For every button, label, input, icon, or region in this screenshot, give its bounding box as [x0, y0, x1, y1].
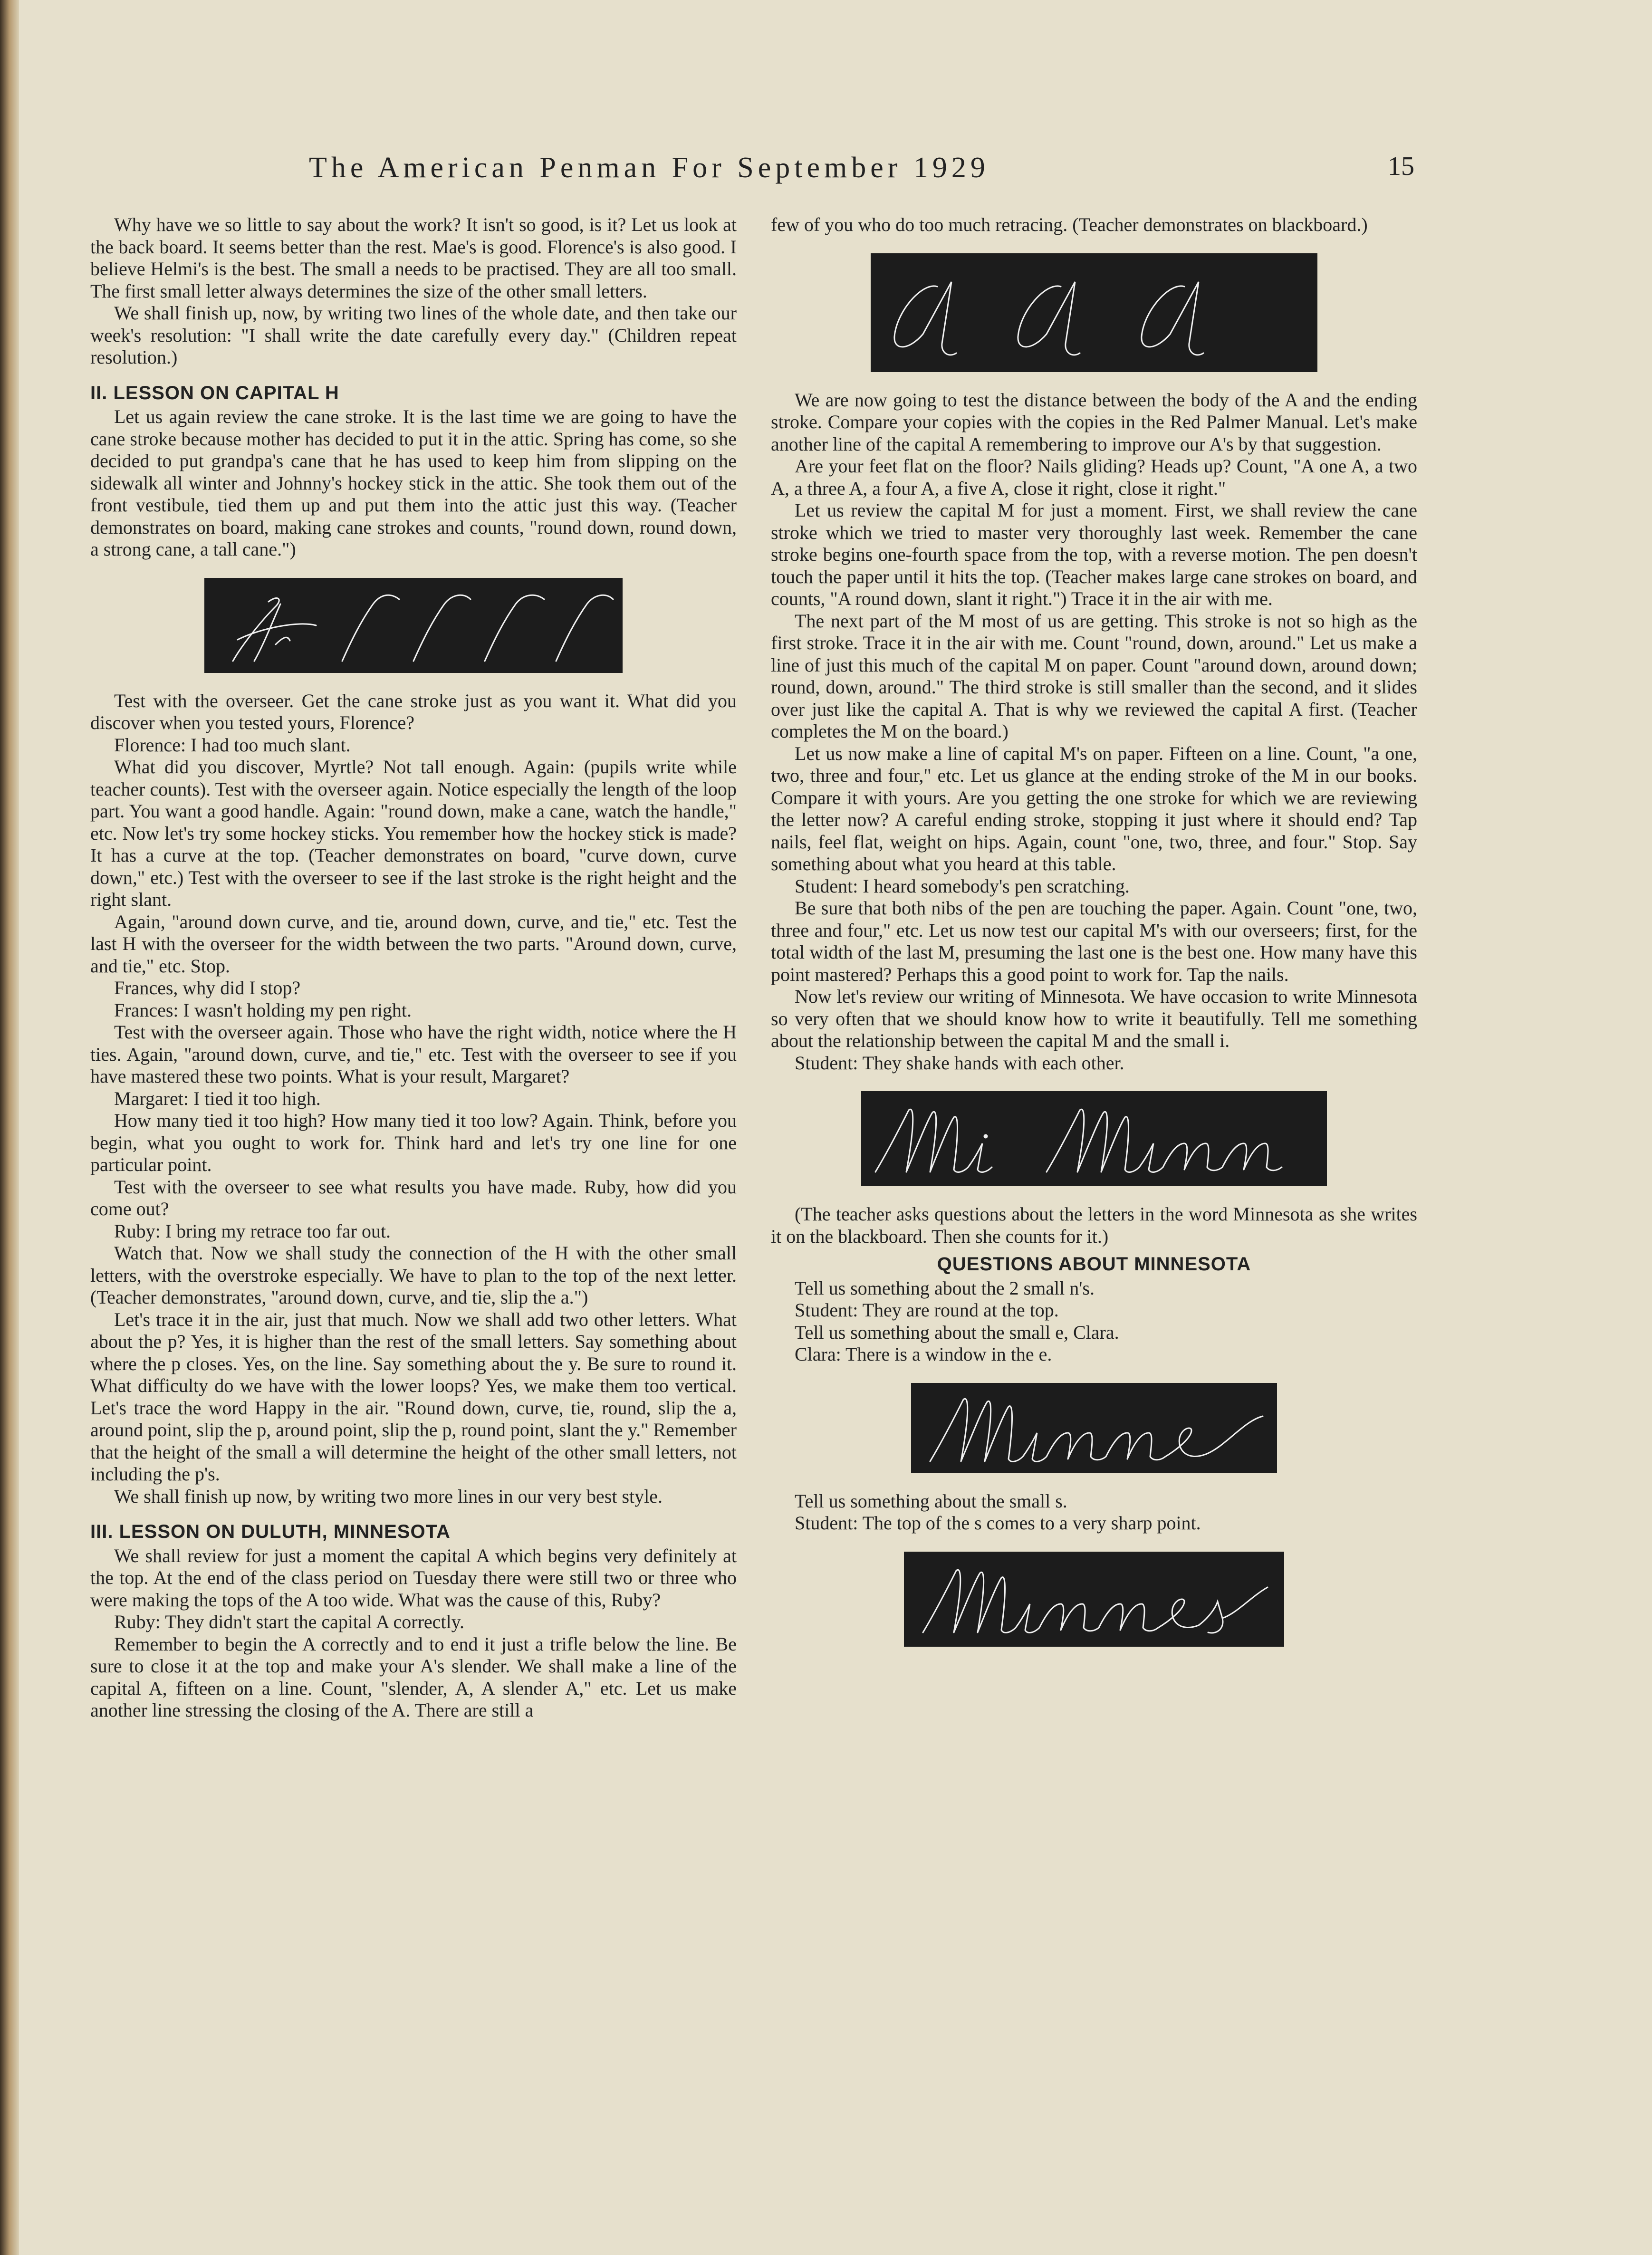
- paragraph: Florence: I had too much slant.: [114, 734, 351, 756]
- paragraph: The next part of the M most of us are getting. This stroke is not so high as the first stroke. Trace it in the air with me. Count "round, down, around." Let us make a line of just this much of the capital M on paper. Count "around down, around down; round, down, around." The third stroke is still smaller than the second, and it slides over just like the capital A. That is why we reviewed the capital A first. (Teacher completes the M on the board.): [771, 610, 1417, 742]
- paragraph: few of you who do too much retracing. (Teacher demonstrates on blackboard.): [771, 214, 1368, 235]
- paragraph: Frances: I wasn't holding my pen right.: [114, 999, 412, 1021]
- section-heading: QUESTIONS ABOUT MINNESOTA: [937, 1254, 1251, 1275]
- right-column: [771, 214, 1417, 1664]
- paragraph: Let us review the capital M for just a moment. First, we shall review the cane stroke which we tried to master very thoroughly last week. Remember the cane stroke begins one-fourth space from the top, with a reverse motion. The pen doesn't touch the paper until it hits the top. (Teacher makes large cane strokes on board, and counts, "A round down, slant it right.") Trace it in the air with me.: [771, 499, 1417, 609]
- paragraph: (The teacher asks questions about the letters in the word Minnesota as she writes it on the blackboard. Then she counts for it.): [771, 1203, 1417, 1247]
- page-number: 15: [1388, 152, 1414, 181]
- paragraph: Let us now make a line of capital M's on paper. Fifteen on a line. Count, "a one, two, three and four," etc. Let us glance at the ending stroke of the M in our books. Compare it with yours. Are you getting the one stroke for which we are reviewing the letter now? A careful ending stroke, stopping it just where it should end? Tap nails, feel flat, weight on hips. Again, count "one, two, three, and four." Stop. Say something about what you heard at this table.: [771, 742, 1417, 874]
- handwriting-plate-minnes: [904, 1552, 1284, 1647]
- paragraph: Frances, why did I stop?: [114, 977, 301, 998]
- handwriting-plate-capital-a: [871, 253, 1317, 372]
- minne-script-image: [911, 1383, 1277, 1473]
- paragraph: Test with the overseer again. Those who have the right width, notice where the H ties. Again, "around down, curve, and tie," etc. Test with the overseer to see if you have mastered these two points. What is your result, Margaret?: [90, 1021, 737, 1087]
- running-header: The American Penman For September 1929: [309, 152, 989, 184]
- paragraph: We shall finish up now, by writing two more lines in our very best style.: [114, 1485, 663, 1507]
- paragraph: Margaret: I tied it too high.: [114, 1087, 321, 1109]
- paragraph: Tell us something about the small s.: [795, 1490, 1067, 1512]
- paragraph: Why have we so little to say about the work? It isn't so good, is it? Let us look at the back board. It seems better than the rest. Mae's is good. Florence's is also good. I believe Helmi's is the best. The small a needs to be practised. They are all too small. The first small letter always determines the size of the other small letters.: [90, 214, 737, 302]
- paragraph: We are now going to test the distance between the body of the A and the ending stroke. Compare your copies with the copies in the Red Palmer Manual. Let's make another line of the capital A remembering to improve our A's by that suggestion.: [771, 389, 1417, 455]
- paragraph: Student: They are round at the top.: [795, 1299, 1059, 1321]
- paragraph: Remember to begin the A correctly and to end it just a trifle below the line. Be sure to close it at the top and make your A's slender. We shall make a line of the capital A, fifteen on a line. Count, "slender, A, A slender A," etc. Let us make another line stressing the closing of the A. There are still a: [90, 1633, 737, 1721]
- paragraph: Student: The top of the s comes to a very sharp point.: [795, 1512, 1201, 1534]
- paragraph: Test with the overseer. Get the cane stroke just as you want it. What did you discover when you tested yours, Florence?: [90, 690, 737, 733]
- paragraph: What did you discover, Myrtle? Not tall enough. Again: (pupils write while teacher counts). Test with the overseer again. Notice especially the length of the loop part. You want a good handle. Again: "round down, make a cane, watch the handle," etc. Now let's try some hockey sticks. You remember how the hockey stick is made? It has a curve at the top. (Teacher demonstrates on board, "curve down, curve down," etc.) Test with the overseer to see if the last stroke is the right height and the right slant.: [90, 756, 737, 910]
- paragraph: How many tied it too high? How many tied it too low? Again. Think, before you begin, what you ought to work for. Think hard and let's try one line for one particular point.: [90, 1110, 737, 1175]
- paragraph: Tell us something about the 2 small n's.: [795, 1277, 1095, 1299]
- paragraph: We shall finish up, now, by writing two lines of the whole date, and then take our week's resolution: "I shall write the date carefully every day." (Children repeat resolution.): [90, 302, 737, 368]
- paragraph: Tell us something about the small e, Clara.: [795, 1321, 1119, 1343]
- paragraph: Again, "around down curve, and tie, around down, curve, and tie," etc. Test the last H with the overseer for the width between the two parts. "Around down, curve, and tie," etc. Stop.: [90, 911, 737, 977]
- paragraph: Watch that. Now we shall study the connection of the H with the other small letters, with the overstroke especially. We have to plan to the top of the next letter. (Teacher demonstrates, "around down, curve, and tie, slip the a."): [90, 1242, 737, 1308]
- paragraph: We shall review for just a moment the capital A which begins very definitely at the top. At the end of the class period on Tuesday there were still two or three who were making the tops of the A too wide. What was the cause of this, Ruby?: [90, 1545, 737, 1611]
- handwriting-plate-minne: [911, 1383, 1277, 1473]
- paragraph: Let's trace it in the air, just that much. Now we shall add two other letters. What about the p? Yes, it is higher than the rest of the small letters. Say something about where the p closes. Yes, on the line. Say something about the y. Be sure to round it. What difficulty do we have with the lower loops? Yes, we make them too vertical. Let's trace the word Happy in the air. "Round down, curve, tie, round, slip the a, around point, slip the p, around point, slip the p, round point, slant the y." Remember that the height of the small a will determine the height of the other small letters, not including the p's.: [90, 1308, 737, 1485]
- paragraph: Ruby: They didn't start the capital A correctly.: [114, 1611, 465, 1632]
- paragraph: Ruby: I bring my retrace too far out.: [114, 1220, 391, 1242]
- paragraph: Be sure that both nibs of the pen are touching the paper. Again. Count "one, two, three and four," etc. Let us now test our capital M's with our overseers; first, for the total width of the last M, presuming the last one is the best one. How many have this point mastered? Perhaps this a good point to work for. Tap the nails.: [771, 897, 1417, 985]
- paragraph: Let us again review the cane stroke. It is the last time we are going to have the cane stroke because mother has decided to put it in the attic. Spring has come, so she decided to put grandpa's cane that he has used to keep him from slipping on the sidewalk all winter and Johnny's hockey stick in the attic. She took them out of the front vestibule, tied them up and put them into the attic just this way. (Teacher demonstrates on board, making cane strokes and counts, "round down, round down, a strong cane, a tall cane."): [90, 406, 737, 560]
- paragraph: Clara: There is a window in the e.: [795, 1343, 1052, 1365]
- book-spine: [0, 0, 19, 2255]
- paragraph: Test with the overseer to see what results you have made. Ruby, how did you come out?: [90, 1176, 737, 1219]
- capital-a-script-image: [871, 253, 1317, 372]
- minnes-script-image: [904, 1552, 1284, 1647]
- paragraph: Are your feet flat on the floor? Nails gliding? Heads up? Count, "A one A, a two A, a three A, a four A, a five A, close it right, close it right.": [771, 455, 1417, 499]
- left-column: [90, 214, 737, 1722]
- capital-h-cane-strokes-image: [204, 578, 623, 673]
- mi-minn-script-image: [861, 1091, 1327, 1186]
- paragraph: Now let's review our writing of Minnesota. We have occasion to write Minnesota so very often that we should know how to write it beautifully. Tell me something about the relationship between the capital M and the small i.: [771, 986, 1417, 1051]
- handwriting-plate-mi-minn: [861, 1091, 1327, 1186]
- section-heading: II. LESSON ON CAPITAL H: [90, 382, 339, 403]
- paragraph: Student: I heard somebody's pen scratching.: [795, 875, 1130, 897]
- section-heading: III. LESSON ON DULUTH, MINNESOTA: [90, 1521, 451, 1542]
- handwriting-plate-capital-h: [204, 578, 623, 673]
- paragraph: Student: They shake hands with each other.: [795, 1052, 1124, 1074]
